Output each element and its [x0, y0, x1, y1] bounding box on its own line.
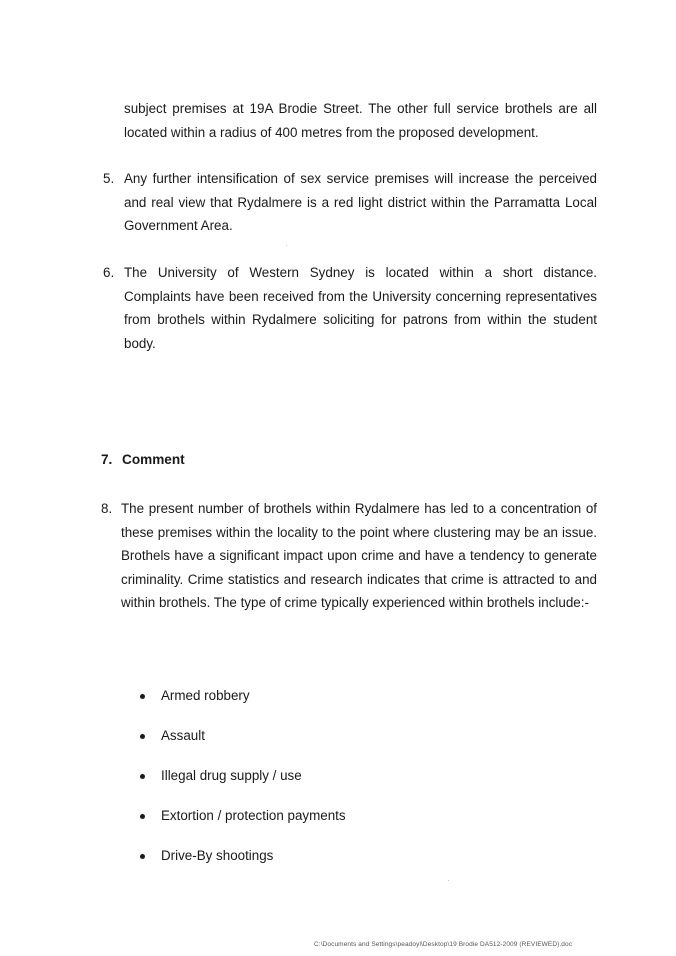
list-item-label: Armed robbery: [161, 688, 250, 703]
item-8-number: 8.: [101, 501, 113, 516]
list-item-label: Drive-By shootings: [161, 848, 274, 863]
scan-speck: [448, 880, 449, 881]
continuation-paragraph: subject premises at 19A Brodie Street. The other full service brothels are all located within a radius of 400 metres from the proposed development.: [124, 101, 597, 140]
item-6-paragraph: The University of Western Sydney is located within a short distance. Complaints have been received from the University concerning representatives from brothels within Rydalmere soliciting for patrons from within the student body.: [124, 265, 597, 351]
item-6-number: 6.: [103, 265, 115, 280]
item-5-number: 5.: [103, 171, 115, 186]
section-7-heading: Comment: [122, 452, 185, 467]
list-item-label: Assault: [161, 728, 205, 743]
scan-speck: [286, 245, 287, 246]
bullet-dot-icon: [140, 814, 145, 819]
bullet-dot-icon: [140, 854, 145, 859]
section-7-number: 7.: [101, 452, 113, 467]
list-item-label: Extortion / protection payments: [161, 808, 346, 823]
footer-file-path: C:\Documents and Settings\peadoyl\Desktop\19 Brodie DA512-2009 (REVIEWED).doc: [314, 941, 573, 948]
bullet-dot-icon: [140, 694, 145, 699]
item-8-paragraph: The present number of brothels within Rydalmere has led to a concentration of these premises within the locality to the point where clustering may be an issue. Brothels have a significant impact upon crime and have a tendency to generate criminality. Crime statistics and research indicates that crime is attracted to and within brothels. The type of crime typically experienced within brothels include:-: [121, 501, 597, 610]
bullet-dot-icon: [140, 774, 145, 779]
bullet-dot-icon: [140, 734, 145, 739]
list-item-label: Illegal drug supply / use: [161, 768, 302, 783]
item-5-paragraph: Any further intensification of sex service premises will increase the perceived and real view that Rydalmere is a red light district within the Parramatta Local Government Area.: [124, 171, 597, 233]
